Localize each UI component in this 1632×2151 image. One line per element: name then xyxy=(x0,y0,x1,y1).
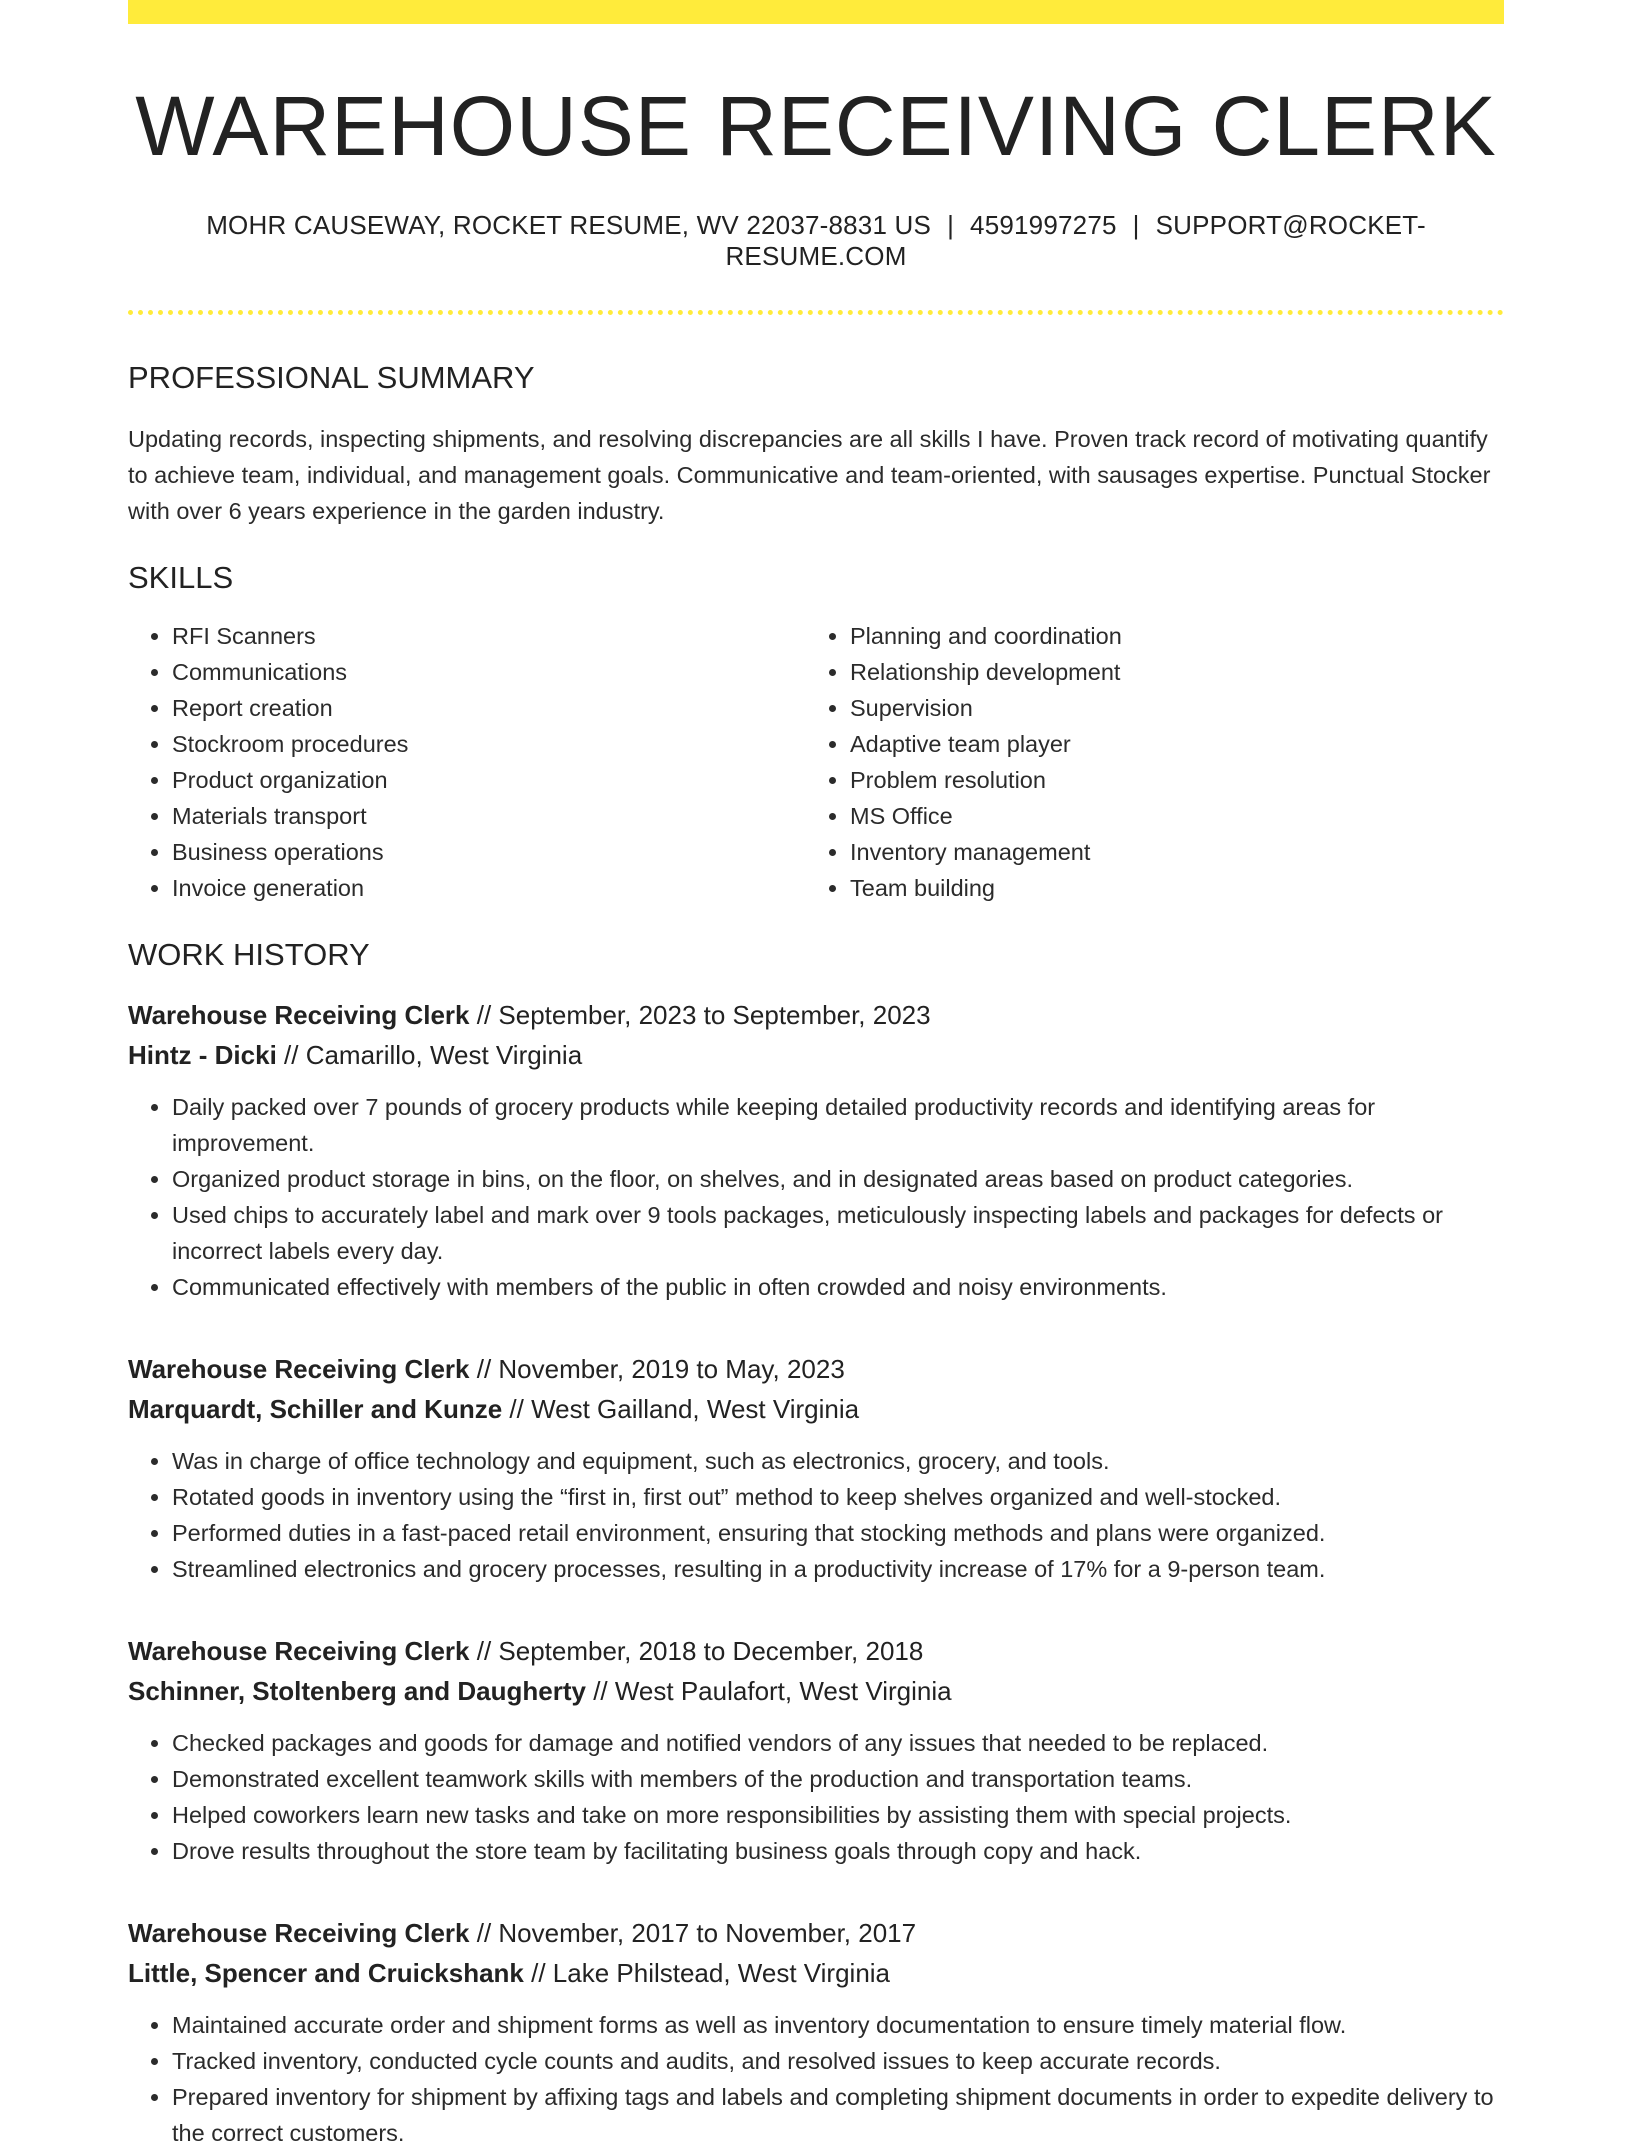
skill-item: • Relationship development xyxy=(850,654,1484,690)
resume-page xyxy=(128,0,1504,2151)
job-role: Warehouse Receiving Clerk xyxy=(128,999,470,1030)
job-bullet: • Tracked inventory, conducted cycle counts and audits, and resolved issues to keep accurate records. xyxy=(172,2043,1504,2079)
contact-email: SUPPORT@ROCKET-RESUME.COM xyxy=(725,210,1426,272)
job-company-line xyxy=(128,1953,1504,1993)
skill-item: • Business operations xyxy=(172,834,806,870)
skill-item: • Stockroom procedures xyxy=(172,726,806,762)
skills-column-right xyxy=(806,618,1484,906)
skill-item: • Report creation xyxy=(172,690,806,726)
job-role: Warehouse Receiving Clerk xyxy=(128,1917,470,1948)
job-entry xyxy=(128,1349,1504,1587)
job-dates: // November, 2017 to November, 2017 xyxy=(469,1917,917,1948)
skill-item: • Product organization xyxy=(172,762,806,798)
job-company: Schinner, Stoltenberg and Daugherty xyxy=(128,1675,586,1706)
skills-column-left xyxy=(128,618,806,906)
skill-item: • Supervision xyxy=(850,690,1484,726)
job-title-line xyxy=(128,995,1504,1035)
skill-item: • Planning and coordination xyxy=(850,618,1484,654)
job-bullets xyxy=(128,1725,1504,1869)
skill-item: • RFI Scanners xyxy=(172,618,806,654)
job-bullet: • Rotated goods in inventory using the “first in, first out” method to keep shelves organized and well-stocked. xyxy=(172,1479,1504,1515)
job-bullet: • Streamlined electronics and grocery processes, resulting in a productivity increase of 17% for a 9-person team. xyxy=(172,1551,1504,1587)
job-location: // West Gailland, West Virginia xyxy=(502,1393,860,1424)
skill-item: • Invoice generation xyxy=(172,870,806,906)
job-bullet: • Communicated effectively with members of the public in often crowded and noisy environments. xyxy=(172,1269,1504,1305)
skill-item: • Problem resolution xyxy=(850,762,1484,798)
contact-address: MOHR CAUSEWAY, ROCKET RESUME, WV 22037-8831 US xyxy=(206,210,932,241)
job-entry xyxy=(128,1631,1504,1869)
job-company: Little, Spencer and Cruickshank xyxy=(128,1957,524,1988)
resume-title: WAREHOUSE RECEIVING CLERK xyxy=(135,79,1497,173)
job-bullet: • Drove results throughout the store team by facilitating business goals through copy and hack. xyxy=(172,1833,1504,1869)
skills-list xyxy=(128,618,1504,906)
job-company-line xyxy=(128,1671,1504,1711)
skill-item: • Adaptive team player xyxy=(850,726,1484,762)
job-bullet: • Maintained accurate order and shipment forms as well as inventory documentation to ensure timely material flow. xyxy=(172,2007,1504,2043)
job-bullet: • Used chips to accurately label and mark over 9 tools packages, meticulously inspecting labels and packages for defects or incorrect labels every day. xyxy=(172,1197,1504,1269)
job-title-line xyxy=(128,1349,1504,1389)
job-bullets xyxy=(128,2007,1504,2151)
work-history-heading: WORK HISTORY xyxy=(128,936,370,972)
job-location: // West Paulafort, West Virginia xyxy=(585,1675,952,1706)
job-company: Marquardt, Schiller and Kunze xyxy=(128,1393,503,1424)
skill-item: • Materials transport xyxy=(172,798,806,834)
job-bullet: • Helped coworkers learn new tasks and take on more responsibilities by assisting them with special projects. xyxy=(172,1797,1504,1833)
job-bullet: • Daily packed over 7 pounds of grocery products while keeping detailed productivity records and identifying areas for improvement. xyxy=(172,1089,1504,1161)
job-dates: // September, 2023 to September, 2023 xyxy=(469,999,931,1030)
accent-top-bar xyxy=(128,0,1504,24)
summary-text: Updating records, inspecting shipments, and resolving discrepancies are all skills I have. Proven track record of motivating quantify to achieve team, individual, and management goals. Communicative and team-oriented, with sausages expertise. Punctual Stocker with over 6 years experience in the garden industry. xyxy=(128,425,1491,524)
summary-heading: PROFESSIONAL SUMMARY xyxy=(128,360,535,396)
skills-heading: SKILLS xyxy=(128,559,234,595)
job-title-line xyxy=(128,1631,1504,1671)
skill-item: • Inventory management xyxy=(850,834,1484,870)
job-entry xyxy=(128,1913,1504,2151)
job-bullet: • Organized product storage in bins, on the floor, on shelves, and in designated areas based on product categories. xyxy=(172,1161,1504,1197)
job-role: Warehouse Receiving Clerk xyxy=(128,1635,470,1666)
dotted-divider xyxy=(128,310,1504,315)
job-bullet: • Checked packages and goods for damage and notified vendors of any issues that needed to be replaced. xyxy=(172,1725,1504,1761)
job-bullet: • Performed duties in a fast-paced retail environment, ensuring that stocking methods and plans were organized. xyxy=(172,1515,1504,1551)
skill-item: • Communications xyxy=(172,654,806,690)
job-role: Warehouse Receiving Clerk xyxy=(128,1353,470,1384)
job-location: // Camarillo, West Virginia xyxy=(276,1039,583,1070)
job-bullets xyxy=(128,1089,1504,1305)
job-bullet: • Demonstrated excellent teamwork skills with members of the production and transportation teams. xyxy=(172,1761,1504,1797)
contact-separator: | xyxy=(947,210,955,241)
contact-phone: 4591997275 xyxy=(970,210,1117,241)
job-company-line xyxy=(128,1035,1504,1075)
job-bullet: • Was in charge of office technology and equipment, such as electronics, grocery, and tools. xyxy=(172,1443,1504,1479)
job-company-line xyxy=(128,1389,1504,1429)
job-entry xyxy=(128,995,1504,1305)
skill-item: • MS Office xyxy=(850,798,1484,834)
job-company: Hintz - Dicki xyxy=(128,1039,277,1070)
contact-line xyxy=(128,210,1504,272)
job-location: // Lake Philstead, West Virginia xyxy=(523,1957,891,1988)
job-dates: // September, 2018 to December, 2018 xyxy=(469,1635,924,1666)
skill-item: • Team building xyxy=(850,870,1484,906)
job-bullets xyxy=(128,1443,1504,1587)
contact-separator: | xyxy=(1132,210,1140,241)
job-bullet: • Prepared inventory for shipment by affixing tags and labels and completing shipment documents in order to expedite delivery to the correct customers. xyxy=(172,2079,1504,2151)
job-dates: // November, 2019 to May, 2023 xyxy=(469,1353,845,1384)
job-title-line xyxy=(128,1913,1504,1953)
